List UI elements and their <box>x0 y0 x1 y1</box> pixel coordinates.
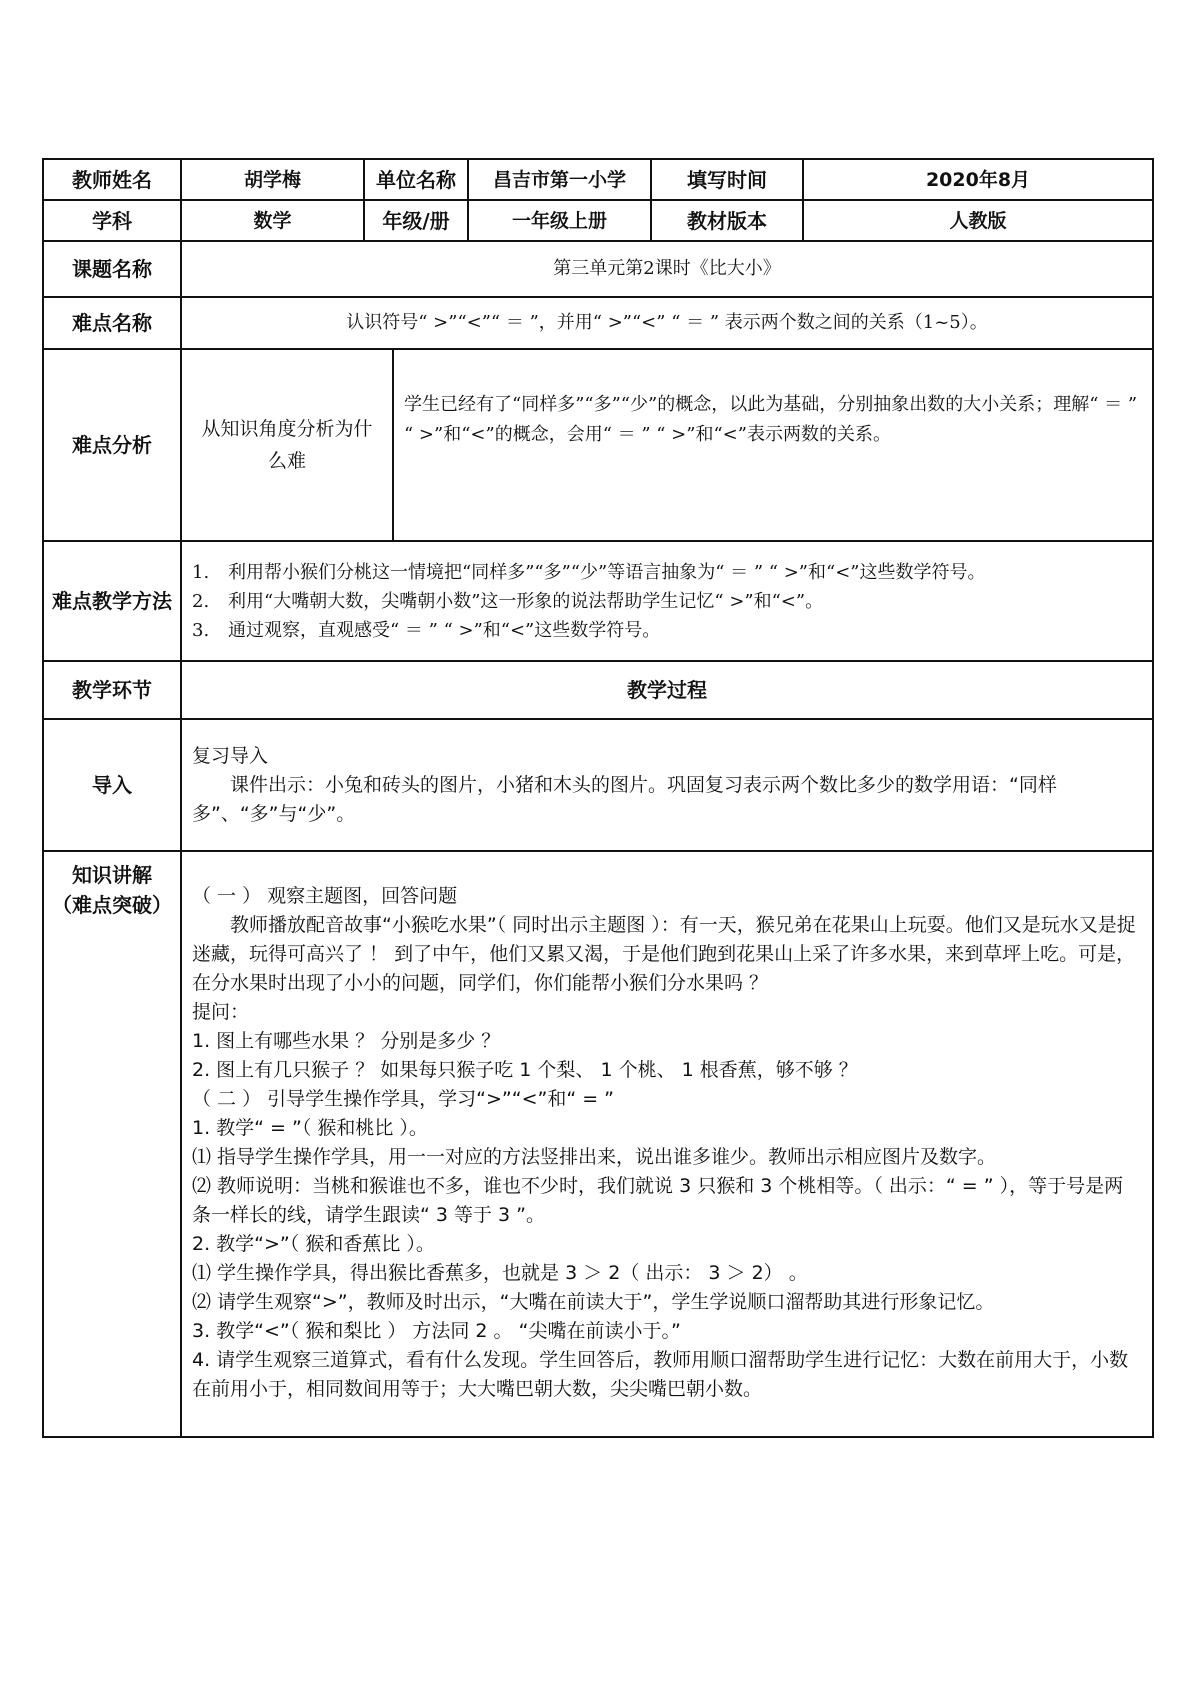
knowledge-line: 提问： <box>192 1001 250 1023</box>
knowledge-row <box>43 851 1153 1437</box>
unit-label: 单位名称 <box>364 159 468 200</box>
intro-title: 复习导入 <box>192 744 269 767</box>
lesson-plan-table <box>42 158 1154 1438</box>
methods-cell <box>181 541 1153 661</box>
process-header-row <box>43 661 1153 719</box>
knowledge-line: 1. 教学“ = ”（ 猴和桃比 ）。 <box>192 1117 428 1139</box>
intro-label: 导入 <box>43 719 181 851</box>
topic-value: 第三单元第2课时《比大小》 <box>181 241 1153 297</box>
knowledge-line: （ 一 ） 观察主题图，回答问题 <box>192 885 458 907</box>
edition-label: 教材版本 <box>651 200 803 241</box>
fill-time: 2020年8月 <box>803 159 1153 200</box>
knowledge-label-line1: 知识讲解 <box>72 863 152 887</box>
methods-list <box>182 554 1152 649</box>
method-item: 1. 利用帮小猴们分桃这一情境把“同样多”“多”“少”等语言抽象为“ ＝ ” “ >”和“<”这些数学符号。 <box>192 561 986 583</box>
method-item: 2. 利用“大嘴朝大数，尖嘴朝小数”这一形象的说法帮助学生记忆“ >”和“<”。 <box>192 590 824 612</box>
process-stage-label: 教学环节 <box>43 661 181 719</box>
knowledge-line: ⑵ 教师说明：当桃和猴谁也不多，谁也不少时，我们就说 3 只猴和 3 个桃相等。（ 出示：“ = ” ），等于号是两条一样长的线，请学生跟读“ 3 等于 3 ”。 <box>192 1175 1124 1226</box>
knowledge-line: 2. 图上有几只猴子 ？ 如果每只猴子吃 1 个梨、 1 个桃、 1 根香蕉，够不够 ？ <box>192 1059 858 1081</box>
topic-label: 课题名称 <box>43 241 181 297</box>
knowledge-cell <box>181 851 1153 1437</box>
edition-value: 人教版 <box>803 200 1153 241</box>
analysis-label: 难点分析 <box>43 349 181 541</box>
knowledge-line: 1. 图上有哪些水果 ？ 分别是多少 ？ <box>192 1030 501 1052</box>
knowledge-line: ⑵ 请学生观察“>”，教师及时出示，“大嘴在前读大于”，学生学说顺口溜帮助其进行形象记忆。 <box>192 1291 995 1313</box>
knowledge-label-line2: （难点突破） <box>52 893 172 917</box>
intro-cell <box>181 719 1153 851</box>
header-row-1 <box>43 159 1153 200</box>
methods-label: 难点教学方法 <box>43 541 181 661</box>
process-title: 教学过程 <box>181 661 1153 719</box>
grade-value: 一年级上册 <box>468 200 651 241</box>
knowledge-line: 3. 教学“<”（ 猴和梨比 ） 方法同 2 。 “尖嘴在前读小于。” <box>192 1320 681 1342</box>
knowledge-line: 教师播放配音故事“小猴吃水果”（ 同时出示主题图 ）：有一天，猴兄弟在花果山上玩耍。他们又是玩水又是捉迷藏，玩得可高兴了 ！ 到了中午，他们又累又渴，于是他们跑到花果山上采了许多水果，来到草坪上吃。可是，在分水果时出现了小小的问题，同学们，你们能帮小猴们分水果吗 ？ <box>192 914 1136 994</box>
knowledge-line: 2. 教学“>”（ 猴和香蕉比 ）。 <box>192 1233 435 1255</box>
intro-row <box>43 719 1153 851</box>
intro-text: 课件出示：小兔和砖头的图片，小猪和木头的图片。巩固复习表示两个数比多少的数学用语：“同样多”、“多”与“少”。 <box>192 773 1057 825</box>
analysis-row <box>43 349 1153 541</box>
knowledge-line: （ 二 ） 引导学生操作学具，学习“>”“<”和“ = ” <box>192 1088 615 1110</box>
subject-label: 学科 <box>43 200 181 241</box>
knowledge-line: ⑴ 指导学生操作学具，用一一对应的方法竖排出来，说出谁多谁少。教师出示相应图片及数字。 <box>192 1146 997 1168</box>
subject-value: 数学 <box>181 200 364 241</box>
difficulty-row <box>43 297 1153 349</box>
analysis-text: 学生已经有了“同样多”“多”“少”的概念，以此为基础，分别抽象出数的大小关系；理解“ ＝ ” “ >”和“<”的概念，会用“ ＝ ” “ >”和“<”表示两数的关系。 <box>404 394 1138 445</box>
analysis-cell <box>181 349 1153 541</box>
header-row-2 <box>43 200 1153 241</box>
topic-row <box>43 241 1153 297</box>
teacher-name: 胡学梅 <box>181 159 364 200</box>
difficulty-value: 认识符号“ >”“<”“ ＝ ”，并用“ >”“<” “ ＝ ” 表示两个数之间的关系（1~5）。 <box>181 297 1153 349</box>
method-item: 3. 通过观察，直观感受“ ＝ ” “ >”和“<”这些数学符号。 <box>192 619 661 641</box>
analysis-sub-label: 从知识角度分析为什么难 <box>182 350 394 540</box>
knowledge-label <box>43 851 181 1437</box>
lesson-plan-sheet <box>42 158 1152 1438</box>
grade-label: 年级/册 <box>364 200 468 241</box>
unit-name: 昌吉市第一小学 <box>468 159 651 200</box>
time-label: 填写时间 <box>651 159 803 200</box>
teacher-label: 教师姓名 <box>43 159 181 200</box>
methods-row <box>43 541 1153 661</box>
difficulty-label: 难点名称 <box>43 297 181 349</box>
knowledge-line: ⑴ 学生操作学具，得出猴比香蕉多，也就是 3 ＞ 2（ 出示： 3 ＞ 2） 。 <box>192 1262 808 1284</box>
knowledge-line: 4. 请学生观察三道算式，看有什么发现。学生回答后，教师用顺口溜帮助学生进行记忆：大数在前用大于，小数在前用小于，相同数间用等于；大大嘴巴朝大数，尖尖嘴巴朝小数。 <box>192 1349 1129 1400</box>
